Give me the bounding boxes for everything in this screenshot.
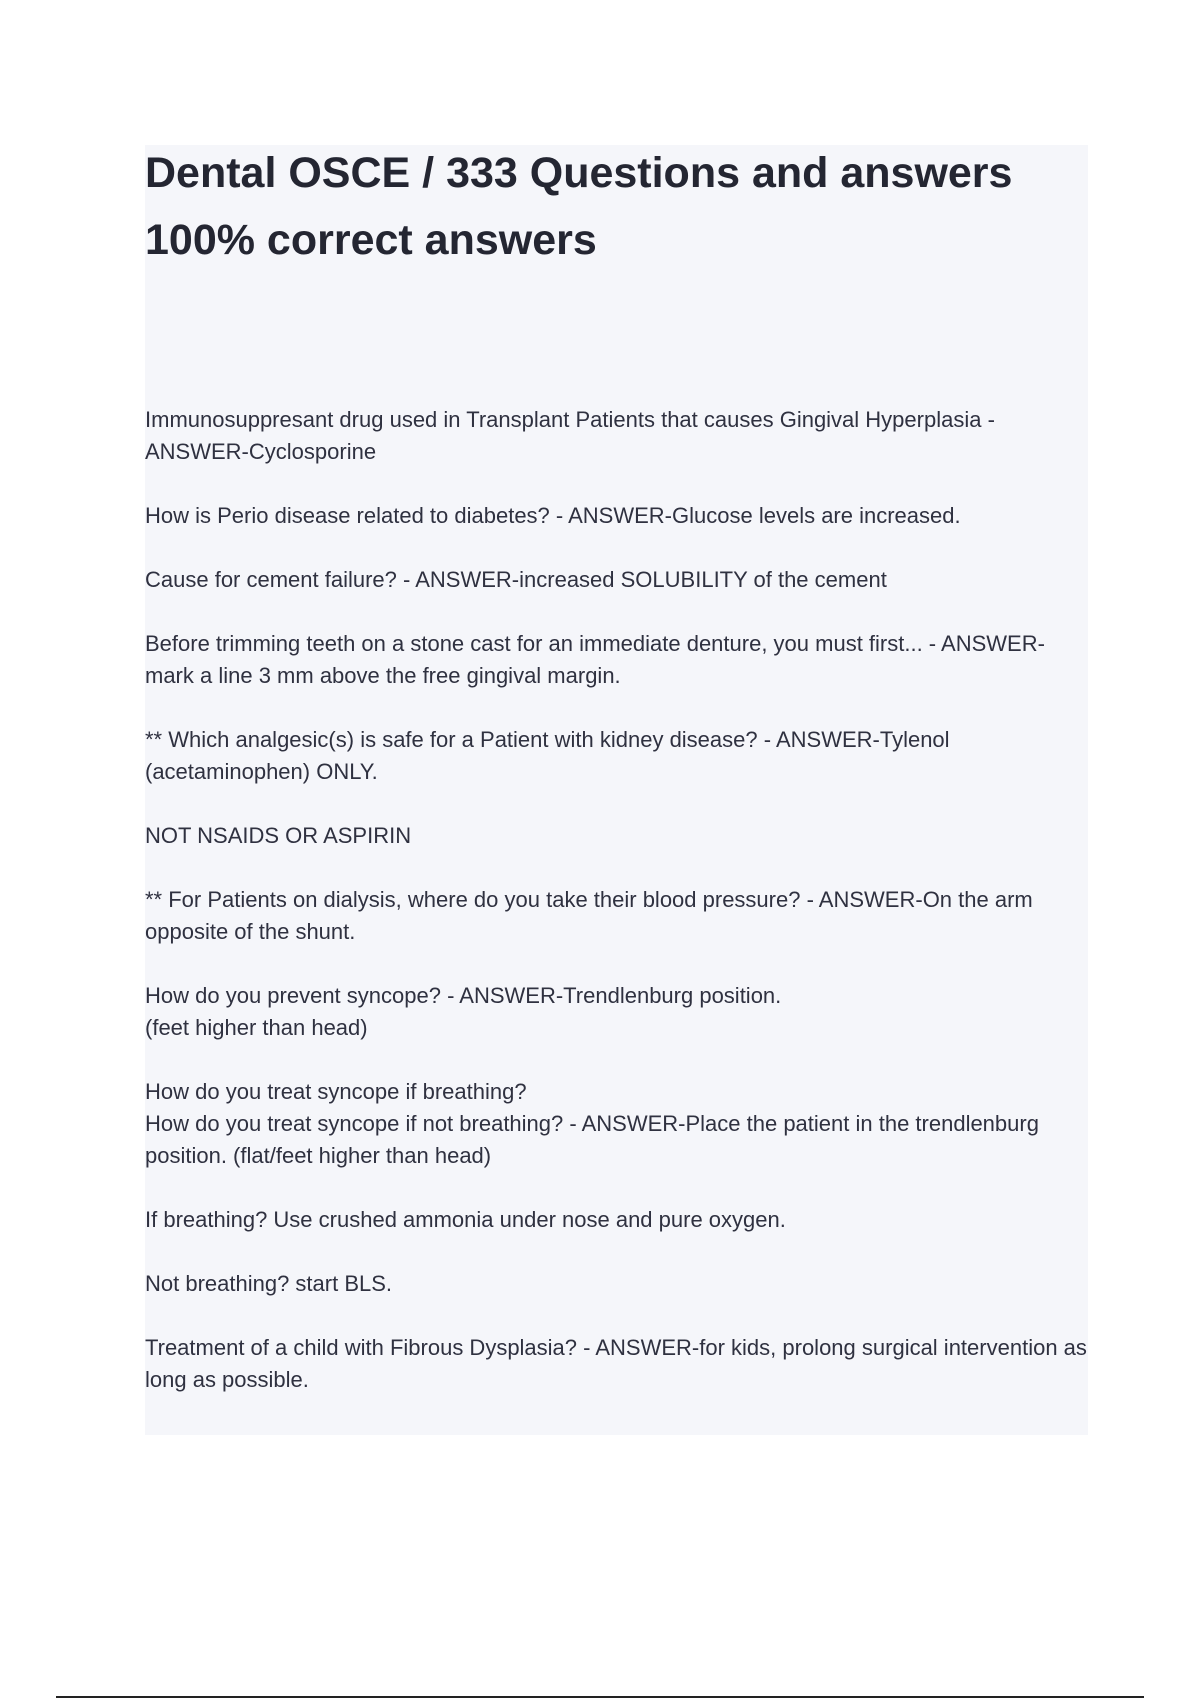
document-title: Dental OSCE / 333 Questions and answers 100% correct answers — [145, 149, 1013, 264]
qa-item: Before trimming teeth on a stone cast for an immediate denture, you must first... - ANSWER-mark a line 3 mm above the free gingival margin. — [145, 631, 1045, 688]
qa-item: How do you treat syncope if breathing? How do you treat syncope if not breathing? - ANSWER-Place the patient in the trendlenburg position. (flat/feet higher than head) — [145, 1079, 1039, 1168]
qa-item: Cause for cement failure? - ANSWER-increased SOLUBILITY of the cement — [145, 567, 887, 592]
qa-item: How is Perio disease related to diabetes? - ANSWER-Glucose levels are increased. — [145, 503, 961, 528]
qa-list — [145, 404, 1090, 1428]
qa-item: Treatment of a child with Fibrous Dysplasia? - ANSWER-for kids, prolong surgical intervention as long as possible. — [145, 1335, 1087, 1392]
qa-note: Not breathing? start BLS. — [145, 1271, 393, 1296]
qa-item: How do you prevent syncope? - ANSWER-Trendlenburg position. (feet higher than head) — [145, 983, 782, 1040]
qa-item: Immunosuppresant drug used in Transplant Patients that causes Gingival Hyperplasia - ANSWER-Cyclosporine — [145, 407, 995, 464]
qa-note: If breathing? Use crushed ammonia under nose and pure oxygen. — [145, 1207, 786, 1232]
qa-item: ** Which analgesic(s) is safe for a Patient with kidney disease? - ANSWER-Tylenol (acetaminophen) ONLY. — [145, 727, 950, 784]
qa-note: NOT NSAIDS OR ASPIRIN — [145, 823, 412, 848]
page-bottom-rule — [56, 1696, 1144, 1698]
qa-item: ** For Patients on dialysis, where do you take their blood pressure? - ANSWER-On the arm opposite of the shunt. — [145, 887, 1033, 944]
